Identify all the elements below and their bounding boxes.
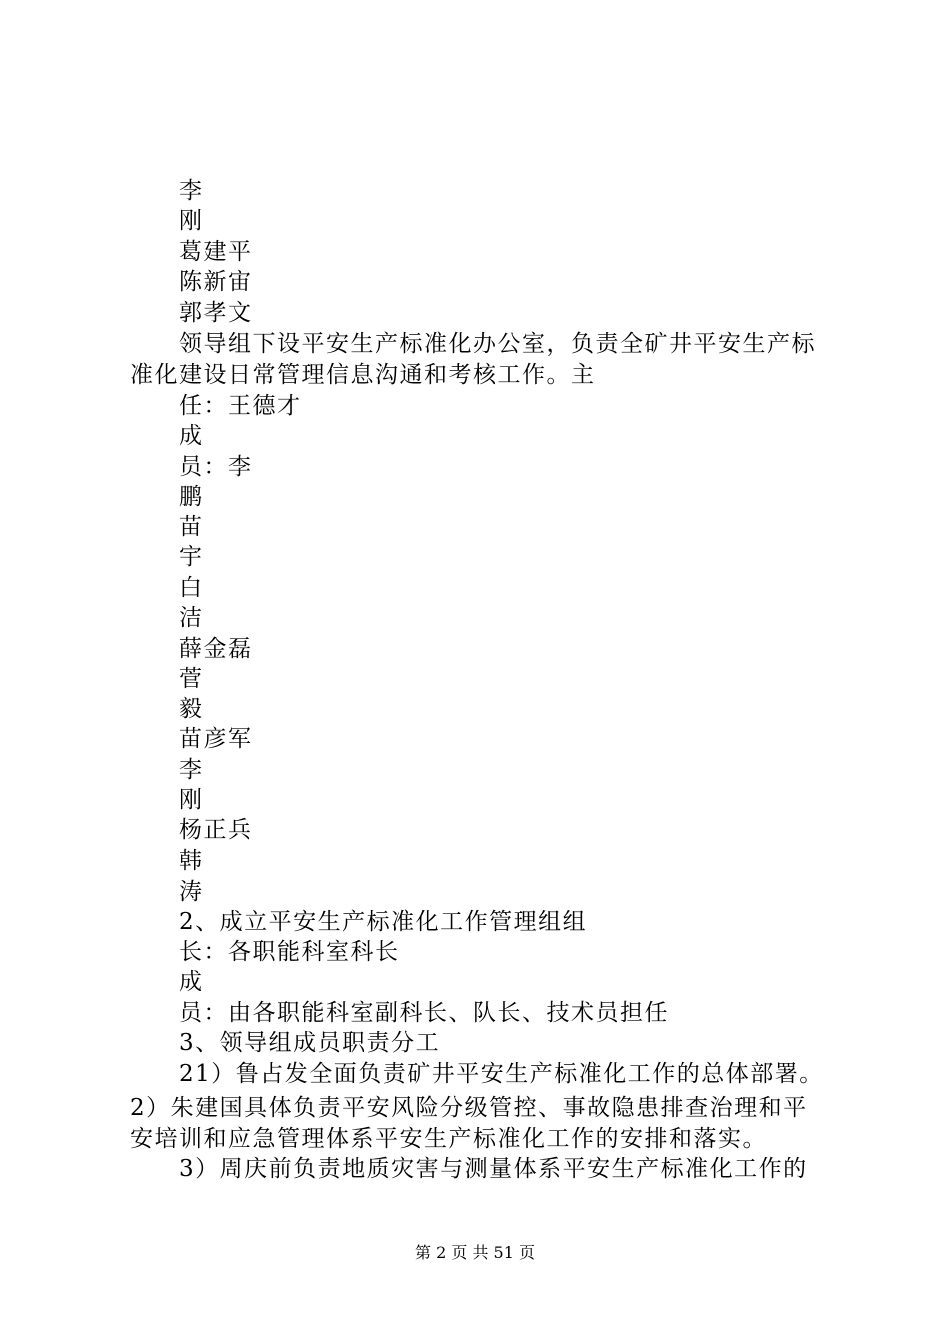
- text-line: 3）周庆前负责地质灾害与测量体系平安生产标准化工作的: [179, 1156, 808, 1182]
- text-line: 成: [179, 969, 204, 995]
- text-line: 葛建平: [179, 239, 253, 265]
- text-line: 刚: [179, 787, 204, 813]
- text-line: 李: [179, 757, 204, 783]
- text-line: 陈新宙: [179, 269, 253, 295]
- text-line: 鹏: [179, 484, 204, 510]
- text-line: 郭孝文: [179, 300, 253, 326]
- text-line: 3、领导组成员职责分工: [179, 1030, 441, 1056]
- text-line: 李: [179, 178, 204, 204]
- text-line: 杨正兵: [179, 817, 253, 843]
- text-line: 薛金磊: [179, 636, 253, 662]
- text-line: 领导组下设平安生产标准化办公室，负责全矿井平安生产标: [179, 331, 816, 357]
- text-line: 洁: [179, 605, 204, 631]
- text-line: 白: [179, 575, 204, 601]
- text-line: 准化建设日常管理信息沟通和考核工作。主: [130, 362, 596, 388]
- text-line: 2）朱建国具体负责平安风险分级管控、事故隐患排查治理和平: [130, 1095, 808, 1121]
- text-line: 涛: [179, 879, 204, 905]
- text-line: 韩: [179, 848, 204, 874]
- text-line: 21）鲁占发全面负责矿井平安生产标准化工作的总体部署。: [179, 1061, 824, 1087]
- text-line: 宇: [179, 544, 204, 570]
- text-line: 安培训和应急管理体系平安生产标准化工作的安排和落实。: [130, 1126, 767, 1152]
- page-number-footer: 第 2 页 共 51 页: [415, 1243, 535, 1262]
- text-line: 刚: [179, 208, 204, 234]
- text-line: 长：各职能科室科长: [179, 939, 400, 965]
- text-line: 成: [179, 423, 204, 449]
- text-line: 毅: [179, 696, 204, 722]
- text-line: 苗彦军: [179, 726, 253, 752]
- text-line: 2、成立平安生产标准化工作管理组组: [179, 909, 588, 935]
- text-line: 菅: [179, 666, 204, 692]
- text-line: 员：由各职能科室副科长、队长、技术员担任: [179, 1000, 669, 1026]
- text-line: 员：李: [179, 454, 253, 480]
- text-line: 任：王德才: [179, 393, 302, 419]
- text-line: 苗: [179, 514, 204, 540]
